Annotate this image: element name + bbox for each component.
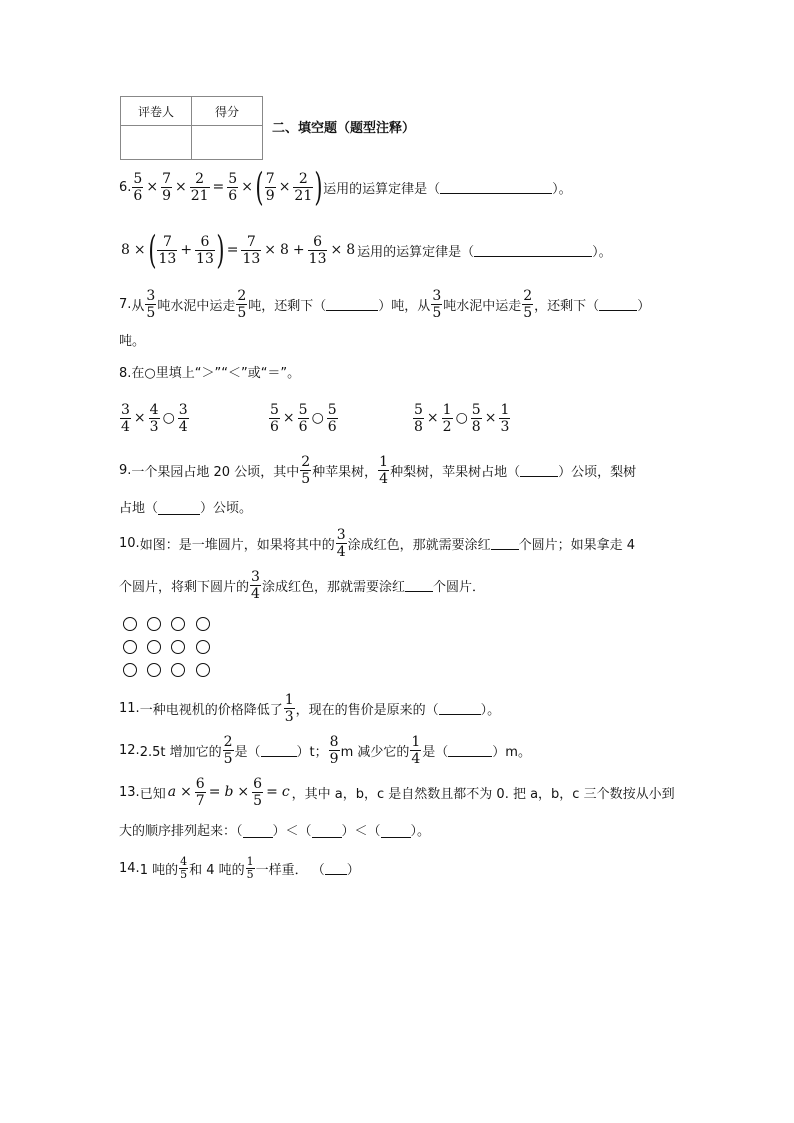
answer-blank[interactable]	[448, 744, 492, 757]
score-table-grader-cell	[121, 126, 192, 160]
answer-blank[interactable]	[599, 298, 637, 311]
fraction: $\frac{6}{5}$	[253, 775, 263, 809]
fraction: $\frac{6}{13}$	[196, 233, 214, 267]
question-13: 13. 已知 a × $\frac{6}{7}$ = b × $\frac{6}{5}$ = c ，其中 a，b，c 是自然数且都不为 0. 把 a，b，c 三个数按从小到	[119, 775, 675, 809]
fraction: $\frac{6}{13}$	[308, 233, 327, 267]
disc	[196, 640, 210, 654]
fraction: $\frac{1}{4}$	[411, 733, 421, 767]
answer-blank[interactable]	[325, 862, 347, 875]
fraction: $\frac{5}{6}$	[228, 170, 238, 204]
question-8: 8.在○里填上“＞”“＜”或“＝”。	[119, 366, 301, 381]
fraction: $\frac{7}{9}$	[265, 170, 275, 204]
question-8-expr-2: $\frac{5}{6}$ × $\frac{5}{6}$ ○ $\frac{5}{6}$	[270, 401, 337, 435]
answer-blank[interactable]	[520, 464, 558, 477]
fraction: $\frac{8}{9}$	[329, 733, 339, 767]
disc	[123, 640, 137, 654]
score-table-score-cell	[192, 126, 263, 160]
fraction: $\frac{7}{13}$	[242, 233, 261, 267]
fraction: $\frac{7}{13}$	[158, 233, 177, 267]
fraction: $\frac{2}{21}$	[190, 170, 209, 204]
fraction: $\frac{2}{21}$	[294, 170, 313, 204]
disc	[171, 663, 185, 677]
question-number: 6.	[119, 179, 132, 195]
question-8-expr-3: $\frac{5}{8}$ × $\frac{1}{2}$ ○ $\frac{5}{8}$ × $\frac{1}{3}$	[414, 401, 510, 435]
fraction: $\frac{5}{6}$	[298, 401, 308, 435]
fraction: $\frac{5}{6}$	[270, 401, 279, 435]
disc	[123, 663, 137, 677]
fraction: $\frac{2}{5}$	[523, 287, 533, 321]
answer-blank[interactable]	[158, 502, 200, 515]
disc	[171, 617, 185, 631]
disc	[123, 617, 137, 631]
fraction: $\frac{3}{4}$	[251, 568, 260, 602]
answer-blank[interactable]	[381, 825, 411, 838]
question-13-cont: 大的顺序排列起来：（ ）＜（ ）＜（ ）。	[119, 824, 431, 839]
compare-circle[interactable]: ○	[311, 410, 324, 426]
fraction: $\frac{6}{7}$	[195, 775, 205, 809]
score-table-score-header: 得分	[192, 97, 263, 126]
fraction: $\frac{3}{4}$	[121, 401, 130, 435]
question-6b: 8 × ( $\frac{7}{13}$ + $\frac{6}{13}$ ) = $\frac{7}{13}$ × 8 + $\frac{6}{13}$ × 8 运用的运算定律是（ ）。	[121, 228, 612, 272]
compare-circle[interactable]: ○	[162, 410, 175, 426]
question-7: 7. 从 $\frac{3}{5}$ 吨水泥中运走 $\frac{2}{5}$ 吨，还剩下（ ）吨，从 $\frac{3}{5}$ 吨水泥中运走 $\frac{2}{5}$ ，还剩下（ ）	[119, 287, 651, 321]
compare-circle[interactable]: ○	[455, 410, 468, 426]
answer-blank[interactable]	[261, 744, 297, 757]
answer-blank[interactable]	[439, 702, 481, 715]
fraction: $\frac{3}{4}$	[178, 401, 188, 435]
fraction: $\frac{3}{5}$	[432, 287, 442, 321]
fraction: $\frac{2}{5}$	[237, 287, 247, 321]
fraction: $\frac{5}{6}$	[327, 401, 337, 435]
disc	[196, 617, 210, 631]
score-table	[120, 96, 263, 160]
question-11: 11. 一种电视机的价格降低了 $\frac{1}{3}$ ，现在的售价是原来的（ ）。	[119, 691, 501, 725]
fraction: $\frac{1}{3}$	[500, 401, 510, 435]
answer-blank[interactable]	[405, 579, 433, 592]
score-table-grader-header: 评卷人	[121, 97, 192, 126]
answer-blank[interactable]	[326, 298, 378, 311]
question-7-cont: 吨。	[119, 334, 146, 349]
fraction: $\frac{1}{5}$	[246, 854, 254, 881]
fraction: $\frac{4}{5}$	[180, 854, 188, 881]
question-9-cont: 占地（ ）公顷。	[119, 501, 253, 516]
question-12: 12. 2.5t 增加它的 $\frac{2}{5}$ 是（ ）t； $\frac{8}{9}$ m 减少它的 $\frac{1}{4}$ 是（ ）m。	[119, 733, 531, 767]
question-10-cont: 个圆片，将剩下圆片的 $\frac{3}{4}$ 涂成红色，那就需要涂红 个圆片．	[119, 568, 485, 602]
question-10: 10. 如图：是一堆圆片，如果将其中的 $\frac{3}{4}$ 涂成红色，那就需要涂红 个圆片；如果拿走 4	[119, 526, 636, 560]
fraction: $\frac{4}{3}$	[149, 401, 159, 435]
fraction: $\frac{5}{8}$	[414, 401, 423, 435]
answer-blank[interactable]	[312, 825, 342, 838]
question-6: 6. $\frac{5}{6}$ × $\frac{7}{9}$ × $\frac{2}{21}$ = $\frac{5}{6}$ × ( $\frac{7}{9}$ × $\frac{2}{21}$ ) 运用的运算定律是（ ）。	[119, 165, 572, 209]
fraction: $\frac{1}{4}$	[379, 453, 389, 487]
question-14: 14. 1 吨的 $\frac{4}{5}$ 和 4 吨的 $\frac{1}{5}$ 一样重． （ ）	[119, 854, 360, 881]
answer-blank[interactable]	[474, 244, 592, 257]
disc	[147, 663, 161, 677]
section-title: 二、填空题（题型注释）	[272, 121, 416, 136]
fraction: $\frac{1}{2}$	[442, 401, 452, 435]
fraction: $\frac{5}{8}$	[471, 401, 481, 435]
answer-blank[interactable]	[491, 537, 519, 550]
question-9: 9. 一个果园占地 20 公顷，其中 $\frac{2}{5}$ 种苹果树， $\frac{1}{4}$ 种梨树，苹果树占地（ ）公顷，梨树	[119, 453, 637, 487]
fraction: $\frac{7}{9}$	[162, 170, 171, 204]
fraction: $\frac{2}{5}$	[223, 733, 233, 767]
fraction: $\frac{3}{5}$	[146, 287, 156, 321]
disc	[171, 640, 185, 654]
disc	[196, 663, 210, 677]
question-8-expr-1: $\frac{3}{4}$ × $\frac{4}{3}$ ○ $\frac{3}{4}$	[121, 401, 188, 435]
fraction: $\frac{3}{4}$	[336, 526, 346, 560]
disc	[147, 640, 161, 654]
answer-blank[interactable]	[243, 825, 273, 838]
fraction: $\frac{1}{3}$	[284, 691, 294, 725]
answer-blank[interactable]	[440, 181, 552, 194]
fraction: $\frac{2}{5}$	[301, 453, 311, 487]
disc	[147, 617, 161, 631]
fraction: $\frac{5}{6}$	[133, 170, 143, 204]
